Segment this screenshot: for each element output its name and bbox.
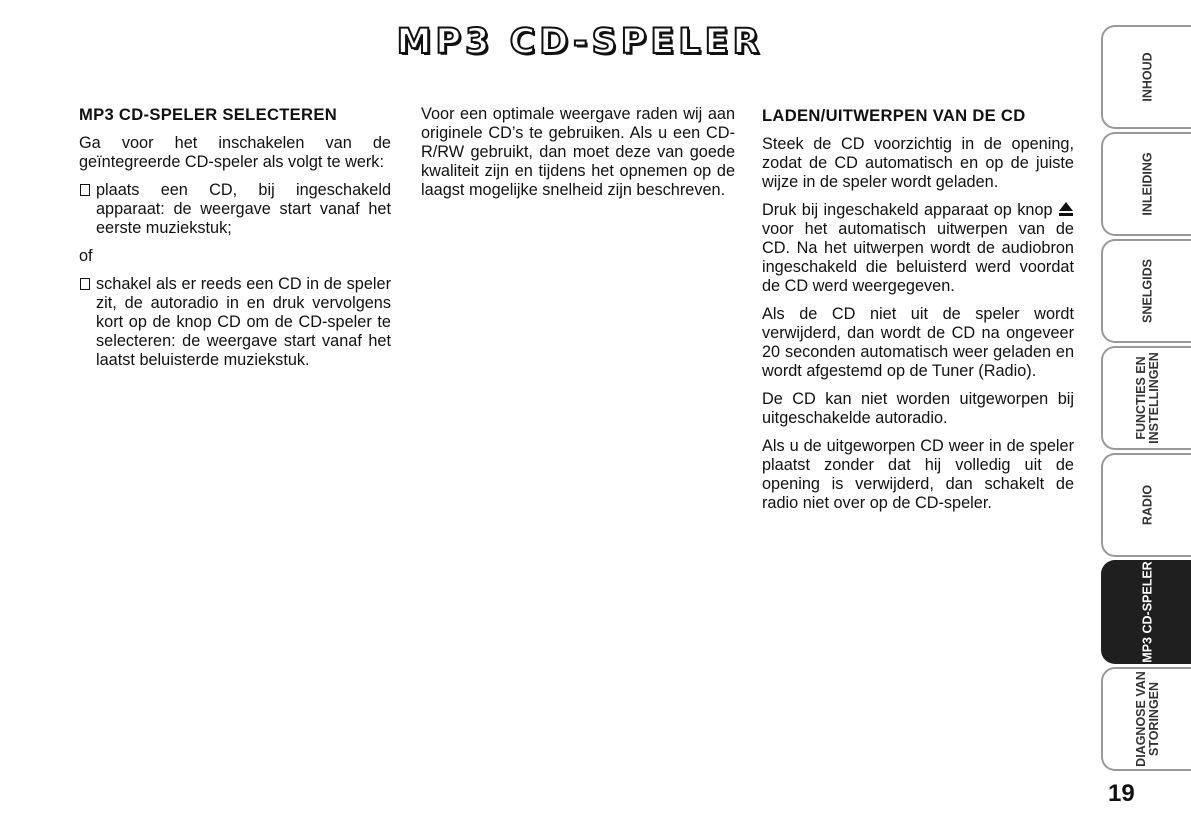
eject-icon	[1058, 201, 1074, 216]
page-title: MP3 CD-SPELER	[396, 22, 764, 62]
tab-label: SNELGIDS	[1140, 259, 1155, 323]
checkbox-bullet-icon	[80, 184, 90, 196]
list-item	[79, 181, 391, 238]
intro-text: Ga voor het inschakelen van de geïntegreerde CD-speler als volgt te werk:	[79, 134, 391, 171]
tab-inleiding[interactable]	[1101, 132, 1191, 236]
insert-text: Steek de CD voorzichtig in de opening, zodat de CD automatisch en op de juiste wijze in de speler wordt geladen.	[762, 135, 1074, 191]
tab-label: MP3 CD-SPELER	[1140, 561, 1155, 663]
off-text: De CD kan niet worden uitgeworpen bij uitgeschakelde autoradio.	[762, 390, 1074, 427]
bullet-text: plaats een CD, bij ingeschakeld apparaat: de weergave start vanaf het eerste muziekstuk;	[96, 181, 391, 237]
page-number: 19	[1108, 780, 1135, 807]
checkbox-bullet-icon	[80, 278, 90, 290]
reinsert-text: Als u de uitgeworpen CD weer in de speler plaatst zonder dat hij volledig uit de opening is verwijderd, dan schakelt de radio niet over op de CD-speler.	[762, 437, 1074, 512]
section-heading-eject: LADEN/UITWERPEN VAN DE CD	[762, 106, 1026, 125]
tab-label: FUNCTIES EN INSTELLINGEN	[1134, 352, 1161, 444]
column-left	[79, 105, 391, 379]
tab-label: DIAGNOSE VAN STORINGEN	[1134, 671, 1161, 767]
reload-text: Als de CD niet uit de speler wordt verwijderd, dan wordt de CD na ongeveer 20 seconden automatisch weer geladen en wordt afgestemd op de Tuner (Radio).	[762, 305, 1074, 380]
tab-label: INLEIDING	[1140, 152, 1155, 216]
column-middle	[421, 105, 735, 209]
tab-diagnose-van-storingen[interactable]	[1101, 667, 1191, 771]
tab-mp3-cd-speler[interactable]	[1101, 560, 1191, 664]
or-text: of	[79, 247, 93, 265]
cd-quality-text: Voor een optimale weergave raden wij aan originele CD’s te gebruiken. Als u een CD-R/RW gebruikt, dan moet deze van goede kwaliteit zijn en tijdens het opnemen op de laagst mogelijke snelheid zijn beschreven.	[421, 105, 735, 199]
eject-text-b: voor het automatisch uitwerpen van de CD. Na het uitwerpen wordt de audiobron ingeschakeld die beluisterd werd voordat de CD werd weergegeven.	[762, 220, 1074, 295]
tab-inhoud[interactable]	[1101, 25, 1191, 129]
bullet-text: schakel als er reeds een CD in de speler zit, de autoradio in en druk vervolgens kort op de knop CD om de CD-speler te selecteren: de weergave start vanaf het laatst beluisterde muziekstuk.	[96, 275, 391, 369]
tab-radio[interactable]	[1101, 453, 1191, 557]
list-item	[79, 275, 391, 370]
section-tabs	[1101, 25, 1191, 770]
tab-snelgids[interactable]	[1101, 239, 1191, 343]
tab-label: INHOUD	[1140, 52, 1155, 102]
column-right	[762, 105, 1074, 522]
eject-text	[762, 201, 1074, 296]
tab-label: RADIO	[1140, 484, 1155, 526]
tab-functies-en-instellingen[interactable]	[1101, 346, 1191, 450]
eject-text-a: Druk bij ingeschakeld apparaat op knop	[762, 201, 1053, 219]
section-heading-select: MP3 CD-SPELER SELECTEREN	[79, 105, 337, 124]
